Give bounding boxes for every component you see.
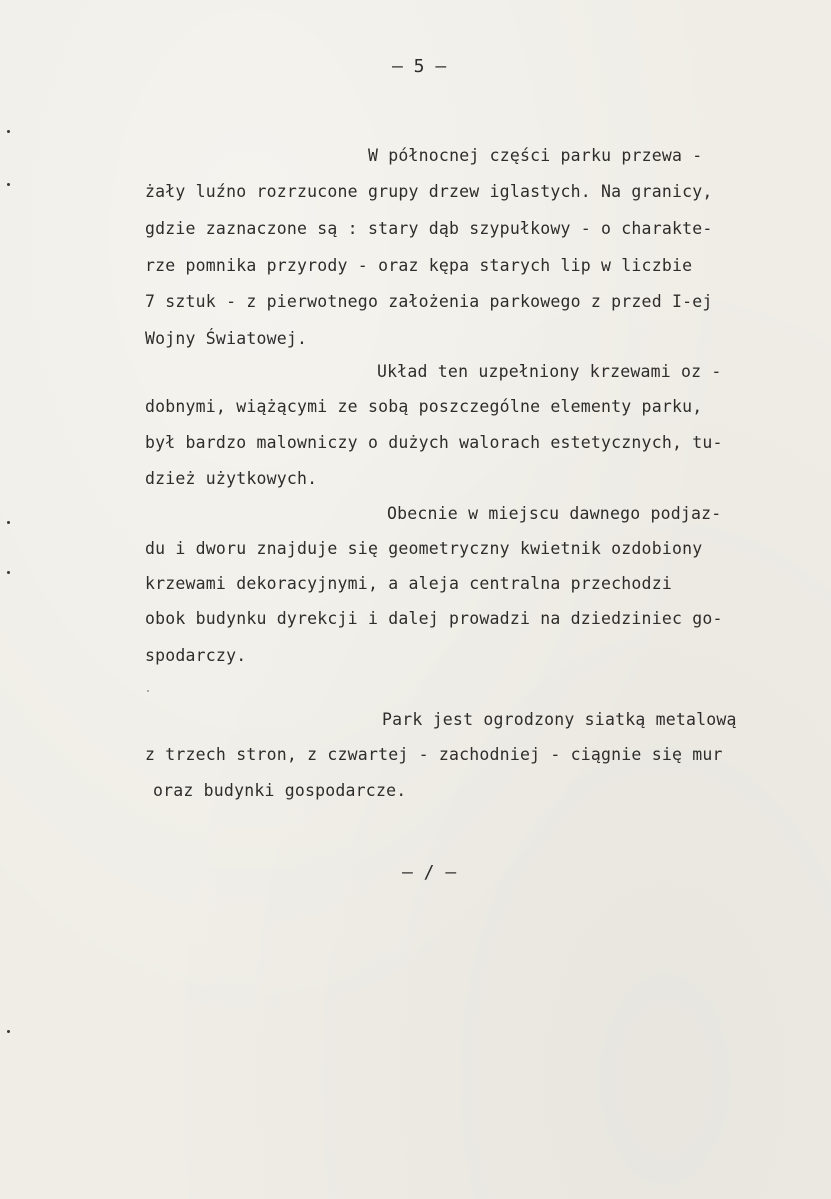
paragraph-4-line-2: z trzech stron, z czwartej - zachodniej - ciągnie się mur (145, 745, 723, 764)
paragraph-4-line-1: Park jest ogrodzony siatką metalową (382, 710, 737, 729)
paragraph-1-line-1: W północnej części parku przewa - (368, 146, 703, 165)
paragraph-4-line-3: oraz budynki gospodarcze. (153, 781, 407, 800)
paragraph-2-line-4: dzież użytkowych. (145, 469, 318, 488)
paragraph-1-line-4: rze pomnika przyrody - oraz kępa starych lip w liczbie (145, 256, 693, 275)
paragraph-3-line-4: obok budynku dyrekcji i dalej prowadzi na dziedziniec go- (145, 609, 723, 628)
margin-speck (147, 690, 149, 692)
end-mark: — / — (402, 862, 457, 883)
margin-speck (7, 130, 10, 133)
paragraph-3-line-2: du i dworu znajduje się geometryczny kwietnik ozdobiony (145, 539, 703, 558)
paragraph-2-line-3: był bardzo malowniczy o dużych walorach estetycznych, tu- (145, 433, 723, 452)
paragraph-2-line-2: dobnymi, wiążącymi ze sobą poszczególne elementy parku, (145, 397, 703, 416)
paragraph-1-line-6: Wojny Światowej. (145, 329, 308, 348)
margin-speck (7, 571, 10, 574)
paragraph-3-line-3: krzewami dekoracyjnymi, a aleja centralna przechodzi (145, 574, 672, 593)
margin-speck (7, 1030, 10, 1033)
page-number: — 5 — (392, 56, 447, 77)
paragraph-1-line-2: żały luźno rozrzucone grupy drzew iglastych. Na granicy, (145, 182, 713, 201)
paragraph-3-line-5: spodarczy. (145, 646, 247, 665)
margin-speck (7, 521, 10, 524)
margin-speck (7, 183, 10, 186)
paragraph-1-line-3: gdzie zaznaczone są : stary dąb szypułkowy - o charakte- (145, 219, 713, 238)
paragraph-1-line-5: 7 sztuk - z pierwotnego założenia parkowego z przed I-ej (145, 292, 713, 311)
paragraph-2-line-1: Układ ten uzpełniony krzewami oz - (377, 362, 722, 381)
paragraph-3-line-1: Obecnie w miejscu dawnego podjaz- (387, 504, 722, 523)
